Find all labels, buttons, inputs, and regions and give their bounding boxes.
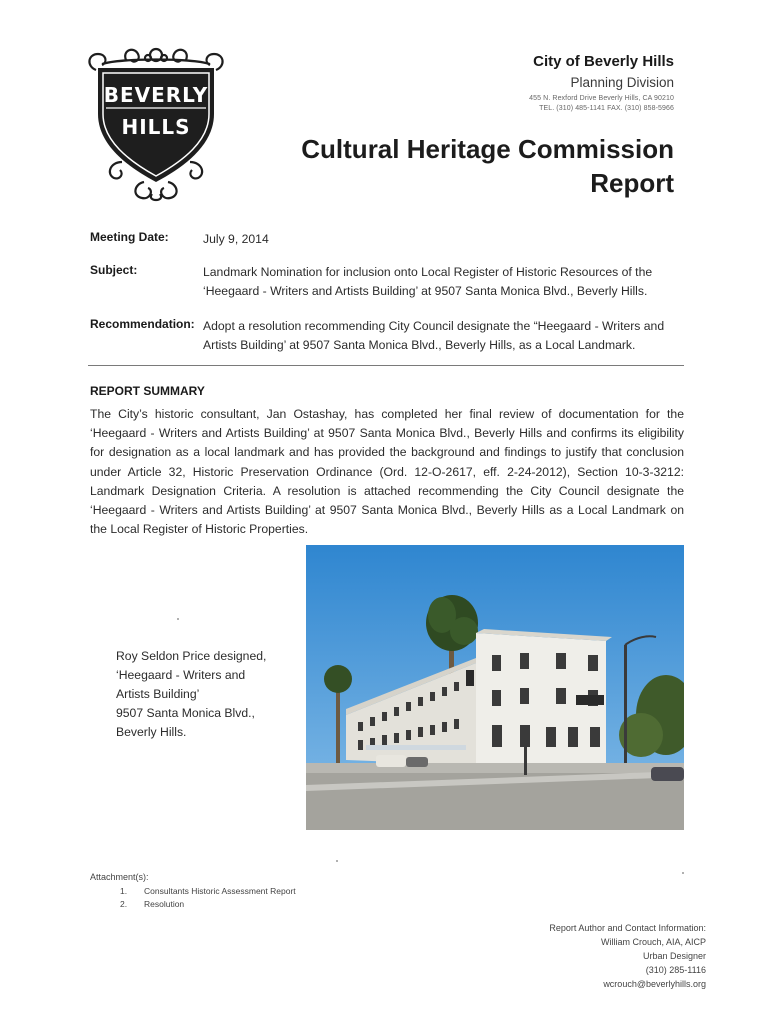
report-summary-body: The City’s historic consultant, Jan Ostashay, has completed her final review of documentation for the ‘Heegaard - Writers and Artists Building’ at 9507 Santa Monica Blvd., Beverly Hills and confirms its eligibility for designation as a local landmark and has provided the background and findings to justify that conclusion under Article 32, Historic Preservation Ordinance (Ord. 12-O-2617, eff. 2-24-2012), Section 10-3-3212: Landmark Designation Criteria. A resolution is attached recommending the City Council designate the ‘Heegaard - Writers and Artists Building’ at 9507 Santa Monica Blvd., Beverly Hills as a Local Landmark on the Local Register of Historic Properties. [90, 407, 684, 537]
scan-speck [682, 872, 684, 874]
city-name: City of Beverly Hills [533, 53, 674, 70]
report-title-line1: Cultural Heritage Commission [301, 134, 674, 164]
attachment-number: 2. [120, 899, 128, 909]
contact-email[interactable]: wcrouch@beverlyhills.org [603, 979, 706, 989]
caption-line: Artists Building’ [116, 687, 200, 701]
contact-role: Urban Designer [642, 951, 706, 961]
report-summary-heading: REPORT SUMMARY [90, 384, 205, 398]
caption-line: 9507 Santa Monica Blvd., [116, 706, 255, 720]
section-divider [88, 365, 684, 366]
phone-fax-line: TEL. (310) 485-1141 FAX. (310) 858-5966 [539, 105, 674, 112]
caption-line: Beverly Hills. [116, 725, 187, 739]
recommendation-label: Recommendation: [90, 317, 195, 331]
contact-heading: Report Author and Contact Information: [549, 923, 706, 933]
photo-caption [116, 647, 296, 742]
attachment-label: Consultants Historic Assessment Report [144, 886, 296, 896]
report-title-line2: Report [590, 168, 674, 198]
attachment-item[interactable] [120, 886, 296, 896]
caption-line: ‘Heegaard - Writers and [116, 668, 246, 682]
scan-speck [177, 618, 179, 620]
attachment-item[interactable] [120, 899, 184, 909]
subject-label: Subject: [90, 263, 138, 277]
scan-speck [336, 860, 338, 862]
address-line: 455 N. Rexford Drive Beverly Hills, CA 90210 [529, 95, 674, 102]
contact-block [549, 921, 706, 991]
building-photo [306, 545, 684, 830]
attachment-label: Resolution [144, 899, 185, 909]
recommendation-value: Adopt a resolution recommending City Council designate the “Heegaard - Writers and Artists Building’ at 9507 Santa Monica Blvd., Beverly Hills, as a Local Landmark. [203, 319, 665, 352]
beverly-hills-shield-icon [82, 44, 230, 204]
attachment-number: 1. [120, 886, 128, 896]
subject-value: Landmark Nomination for inclusion onto Local Register of Historic Resources of the ‘Heegaard - Writers and Artists Building’ at 9507 Santa Monica Blvd., Beverly Hills. [203, 265, 653, 298]
logo-text-line1: BEVERLY [103, 83, 209, 107]
meeting-date-value: July 9, 2014 [203, 232, 269, 246]
logo-text-line2: HILLS [121, 115, 191, 139]
caption-line: Roy Seldon Price designed, [116, 649, 267, 663]
division-name: Planning Division [570, 75, 674, 90]
attachments-heading: Attachment(s): [90, 872, 149, 882]
contact-name: William Crouch, AIA, AICP [600, 937, 706, 947]
contact-phone: (310) 285-1116 [645, 965, 706, 975]
meeting-date-label: Meeting Date: [90, 230, 169, 244]
